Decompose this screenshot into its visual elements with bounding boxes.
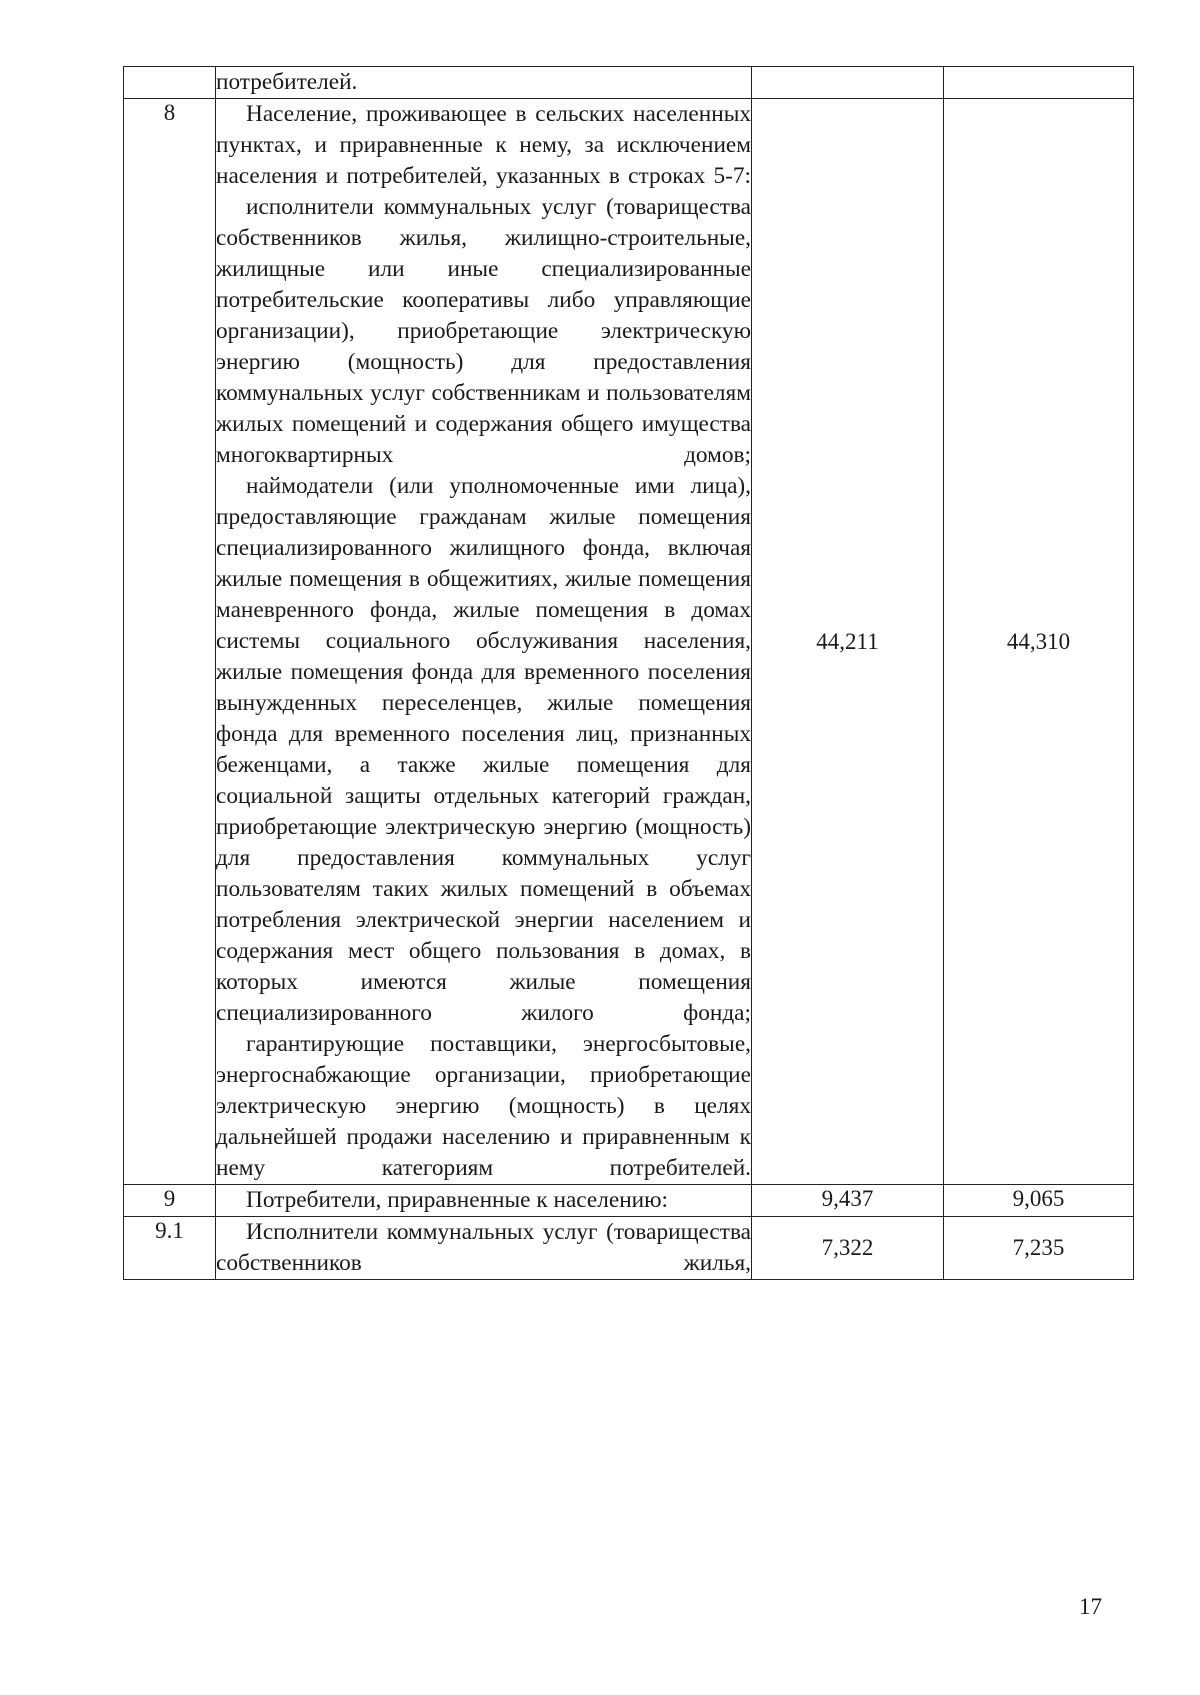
value-cell-1: [752, 67, 944, 99]
table-row: [124, 67, 1134, 99]
row-8-paragraph-suppliers: гарантирующие поставщики, энергосбытовые, энергоснабжающие организации, приобретающие электрическую энергию (мощность) в целях дальнейшей продажи населению и приравненным к нему категориям потребителей.: [216, 1031, 751, 1181]
row-9-1-value-1: 7,322: [752, 1217, 944, 1280]
description-row-9: [216, 1185, 752, 1217]
row-9-text: Потребители, приравненные к населению:: [246, 1187, 669, 1213]
row-9-1-value-2: 7,235: [944, 1217, 1134, 1280]
row-9-1-text: Исполнители коммунальных услуг (товарищества собственников жилья,: [216, 1219, 751, 1276]
value-cell-2: [944, 67, 1134, 99]
row-number-9-1: 9.1: [124, 1217, 216, 1280]
row-number-cell: [124, 67, 216, 99]
continued-text: потребителей.: [216, 69, 358, 95]
description-row-8: [216, 99, 752, 1185]
tariff-table: [123, 66, 1134, 1280]
page-number: 17: [1079, 1594, 1102, 1619]
description-row-9-1: [216, 1217, 752, 1280]
row-number-9: 9: [124, 1185, 216, 1217]
table-row-9: [124, 1185, 1134, 1217]
row-9-value-1: 9,437: [752, 1185, 944, 1217]
table-row-8: [124, 99, 1134, 1185]
table-row-9-1: [124, 1217, 1134, 1280]
row-8-paragraph-landlords: наймодатели (или уполномоченные ими лица), предоставляющие гражданам жилые помещения специализированного жилищного фонда, включая жилые помещения в общежитиях, жилые помещения маневренного фонда, жилые помещения в домах системы социального обслуживания населения, жилые помещения фонда для временного поселения вынужденных переселенцев, жилые помещения фонда для временного поселения лиц, признанных беженцами, а также жилые помещения для социальной защиты отдельных категорий граждан, приобретающие электрическую энергию (мощность) для предоставления коммунальных услуг пользователям таких жилых помещений в объемах потребления электрической энергии населением и содержания мест общего пользования в домах, в которых имеются жилые помещения специализированного жилого фонда;: [216, 473, 751, 1026]
row-8-value-1: 44,211: [752, 99, 944, 1185]
row-number-8: 8: [124, 99, 216, 1185]
row-9-value-2: 9,065: [944, 1185, 1134, 1217]
row-8-value-2: 44,310: [944, 99, 1134, 1185]
row-8-intro: Население, проживающее в сельских населенных пунктах, и приравненные к нему, за исключением населения и потребителей, указанных в строках 5-7:: [216, 101, 751, 189]
description-cell: [216, 67, 752, 99]
row-8-paragraph-utilities: исполнители коммунальных услуг (товарищества собственников жилья, жилищно-строительные, жилищные или иные специализированные потребительские кооперативы либо управляющие организации), приобретающие электрическую энергию (мощность) для предоставления коммунальных услуг собственникам и пользователям жилых помещений и содержания общего имущества многоквартирных домов;: [216, 194, 751, 468]
